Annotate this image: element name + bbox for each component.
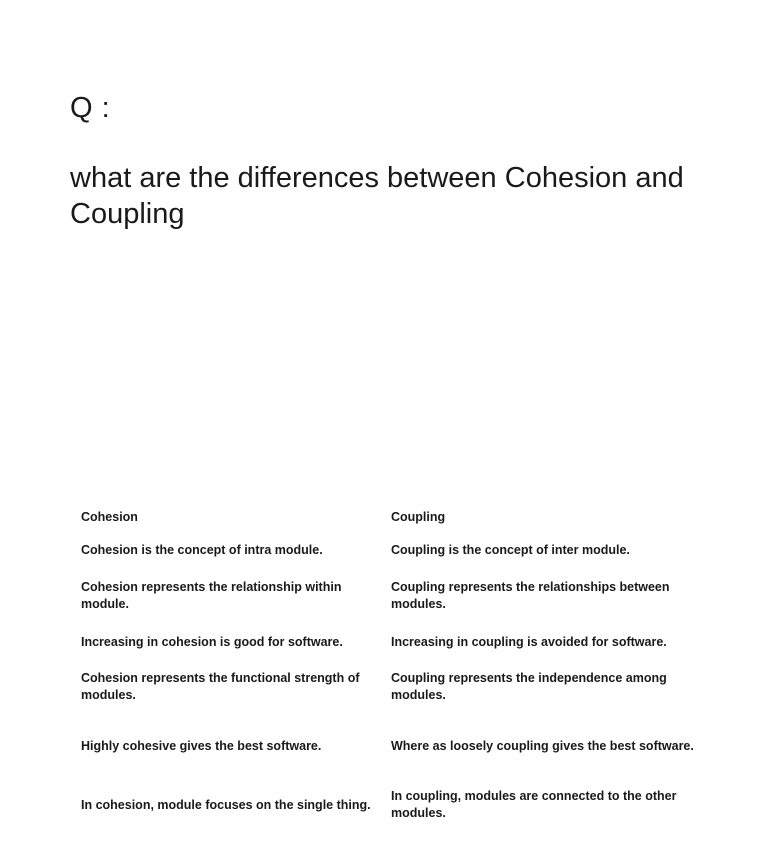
cohesion-cell: In cohesion, module focuses on the single thing. [81,797,371,812]
table-row [81,634,701,651]
cohesion-cell: Cohesion represents the relationship within module. [81,580,342,611]
question-label: Q : [70,92,111,124]
coupling-cell: Where as loosely coupling gives the best software. [391,739,694,753]
coupling-cell: Coupling is the concept of inter module. [391,543,630,557]
cohesion-cell: Cohesion represents the functional strength of modules. [81,671,360,702]
cohesion-cell: Increasing in cohesion is good for software. [81,635,343,649]
cohesion-cell: Highly cohesive gives the best software. [81,739,322,753]
cohesion-cell: Cohesion is the concept of intra module. [81,543,323,557]
table-row [81,670,701,704]
question-text: what are the differences between Cohesion and Coupling [70,162,684,230]
table-header-row [81,509,701,526]
coupling-cell: In coupling, modules are connected to the other modules. [391,789,677,820]
coupling-cell: Increasing in coupling is avoided for software. [391,635,667,649]
table-row [81,788,701,822]
coupling-cell: Coupling represents the independence among modules. [391,671,667,702]
table-row [81,579,701,613]
header-cohesion: Cohesion [81,510,138,524]
table-row [81,738,701,755]
table-row [81,542,701,559]
coupling-cell: Coupling represents the relationships between modules. [391,580,670,611]
header-coupling: Coupling [391,510,446,524]
